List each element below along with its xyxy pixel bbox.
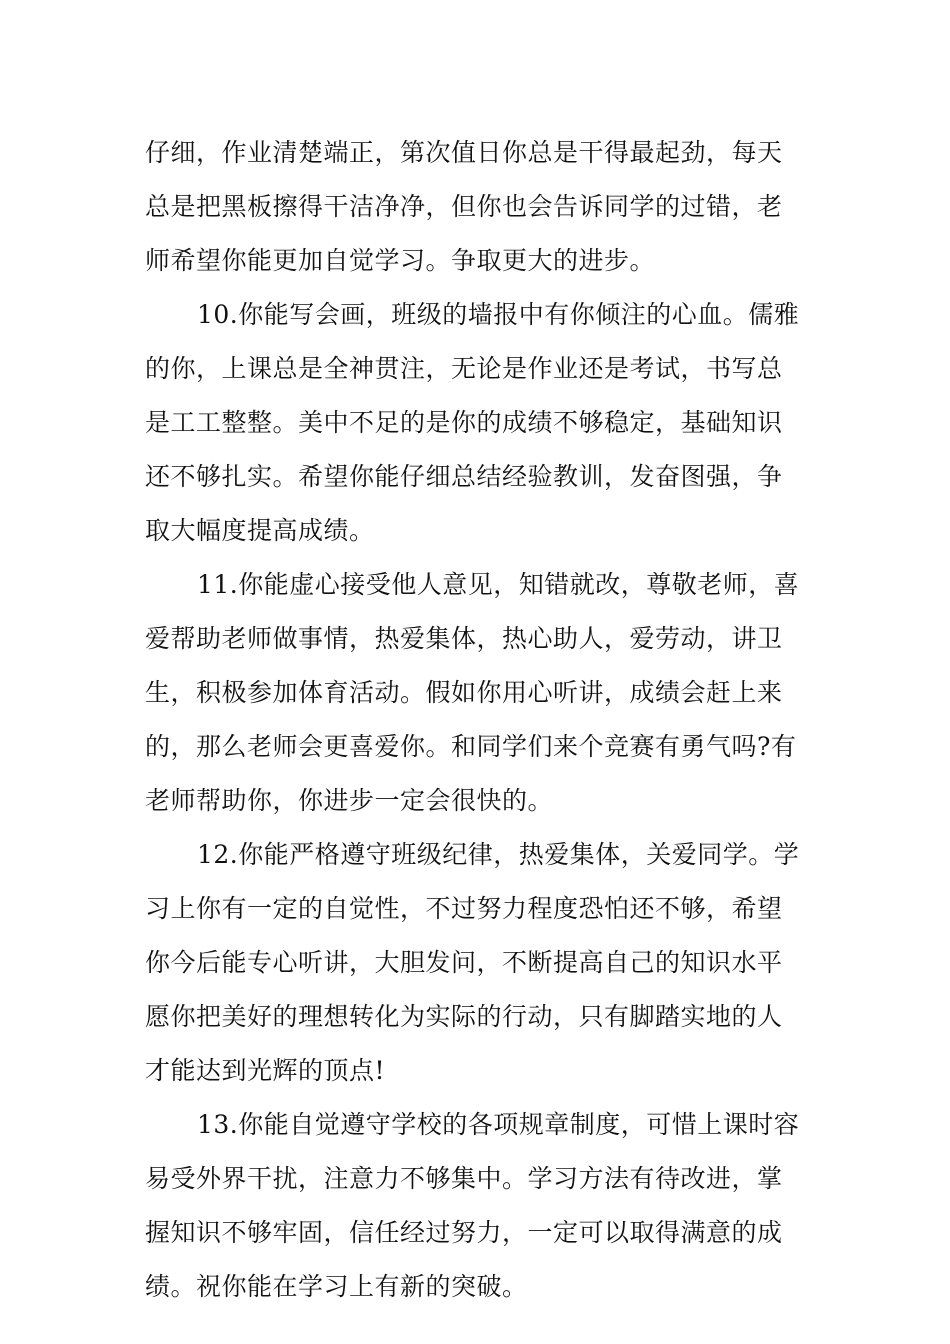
text-line: 仔细，作业清楚端正，第次值日你总是干得最起劲，每天 — [145, 138, 783, 167]
text-line: 你今后能专心听讲，大胆发问，不断提高自己的知识水平 — [145, 948, 783, 977]
text-line: 易受外界干扰，注意力不够集中。学习方法有待改进，掌 — [145, 1164, 783, 1193]
text-line: 绩。祝你能在学习上有新的突破。 — [145, 1272, 528, 1301]
text-line: 握知识不够牢固，信任经过努力，一定可以取得满意的成 — [145, 1218, 783, 1247]
document-body — [145, 126, 805, 1314]
text-line: 取大幅度提高成绩。 — [145, 516, 375, 545]
text-line: 师希望你能更加自觉学习。争取更大的进步。 — [145, 246, 656, 275]
paragraph-12-first-line: 12.你能严格遵守班级纪律，热爱集体，关爱同学。学 — [197, 840, 800, 869]
text-line: 的，那么老师会更喜爱你。和同学们来个竞赛有勇气吗?有 — [145, 732, 797, 761]
text-line: 是工工整整。美中不足的是你的成绩不够稳定，基础知识 — [145, 408, 783, 437]
text-line: 愿你把美好的理想转化为实际的行动，只有脚踏实地的人 — [145, 1002, 783, 1031]
text-line: 老师帮助你，你进步一定会很快的。 — [145, 786, 554, 815]
text-line: 生，积极参加体育活动。假如你用心听讲，成绩会赶上来 — [145, 678, 783, 707]
paragraph-10-first-line: 10.你能写会画，班级的墙报中有你倾注的心血。儒雅 — [197, 300, 800, 329]
text-line: 爱帮助老师做事情，热爱集体，热心助人，爱劳动，讲卫 — [145, 624, 783, 653]
text-line: 总是把黑板擦得干洁净净，但你也会告诉同学的过错，老 — [145, 192, 783, 221]
text-line: 还不够扎实。希望你能仔细总结经验教训，发奋图强，争 — [145, 462, 783, 491]
text-line: 才能达到光辉的顶点! — [145, 1056, 386, 1085]
text-line: 习上你有一定的自觉性，不过努力程度恐怕还不够，希望 — [145, 894, 783, 923]
paragraph-13-first-line: 13.你能自觉遵守学校的各项规章制度，可惜上课时容 — [197, 1110, 800, 1139]
text-line: 的你，上课总是全神贯注，无论是作业还是考试，书写总 — [145, 354, 783, 383]
paragraph-11-first-line: 11.你能虚心接受他人意见，知错就改，尊敬老师，喜 — [197, 570, 800, 599]
